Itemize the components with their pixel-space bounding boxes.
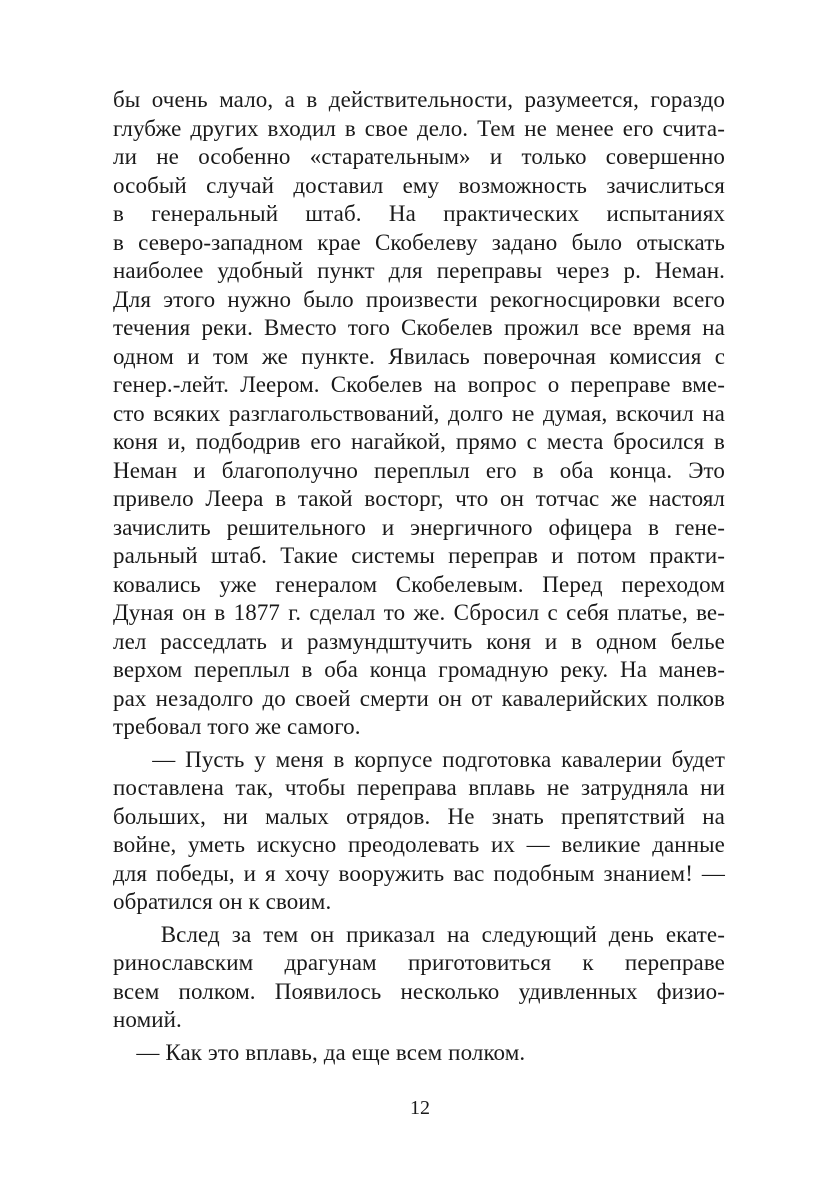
text-line: номий. xyxy=(113,1007,182,1032)
text-line: ринославским драгунам приготовиться к переправе xyxy=(113,950,725,975)
paragraph-2 xyxy=(113,746,725,917)
text-line: войне, уметь искусно преодолевать их — великие данные xyxy=(113,832,725,857)
text-line: наиболее удобный пункт для переправы через р. Неман. xyxy=(113,258,725,283)
text-line: — Как это вплавь, да еще всем полком. xyxy=(113,1039,526,1065)
text-line: — Пусть у меня в корпусе подготовка кавалерии будет xyxy=(113,746,725,772)
text-line: лел расседлать и размундштучить коня и в одном белье xyxy=(113,628,725,654)
text-line: рах незадолго до своей смерти он от кавалерийских полков xyxy=(113,685,725,711)
text-line: ковались уже генералом Скобелевым. Перед переходом xyxy=(113,571,725,597)
text-line: в генеральный штаб. На практических испытаниях xyxy=(113,201,725,226)
text-line: Для этого нужно было произвести рекогносцировки всего xyxy=(113,286,725,312)
text-line: поставлена так, чтобы переправа вплавь не затрудняла ни xyxy=(113,775,725,800)
text-line: ли не особенно «старательным» и только совершенно xyxy=(113,144,725,169)
paragraph-4 xyxy=(113,1039,725,1068)
text-line: требовал того же самого. xyxy=(113,714,361,739)
text-line: Вслед за тем он приказал на следующий день екате- xyxy=(113,921,725,947)
text-line: верхом переплыл в оба конца громадную реку. На манев- xyxy=(113,657,725,682)
text-line: коня и, подбодрив его нагайкой, прямо с места бросился в xyxy=(113,429,725,454)
text-line: бы очень мало, а в действительности, разумеется, гораздо xyxy=(113,87,725,112)
text-line: глубже других входил в свое дело. Тем не менее его счита- xyxy=(113,115,725,141)
text-line: течения реки. Вместо того Скобелев прожил все время на xyxy=(113,315,725,340)
body-text xyxy=(113,86,725,1067)
text-line: больших, ни малых отрядов. Не знать препятствий на xyxy=(113,803,725,829)
text-line: всем полком. Появилось несколько удивленных физио- xyxy=(113,978,725,1004)
text-line: Неман и благополучно переплыл его в оба конца. Это xyxy=(113,457,725,483)
paragraph-1 xyxy=(113,86,725,742)
text-line: ральный штаб. Такие системы переправ и потом практи- xyxy=(113,543,725,568)
text-line: привело Леера в такой восторг, что он тотчас же настоял xyxy=(113,486,725,511)
text-line: обратился он к своим. xyxy=(113,889,332,914)
text-line: Дуная он в 1877 г. сделал то же. Сбросил с себя платье, ве- xyxy=(113,600,725,625)
text-line: зачислить решительного и энергичного офицера в гене- xyxy=(113,514,725,540)
paragraph-3 xyxy=(113,921,725,1035)
text-line: особый случай доставил ему возможность зачислиться xyxy=(113,172,725,198)
page-number: 12 xyxy=(410,1097,430,1119)
text-line: в северо-западном крае Скобелеву задано было отыскать xyxy=(113,229,725,255)
text-line: одном и том же пункте. Явилась поверочная комиссия с xyxy=(113,343,725,369)
text-line: для победы, и я хочу вооружить вас подобным знанием! — xyxy=(113,860,725,886)
text-line: генер.-лейт. Леером. Скобелев на вопрос о переправе вме- xyxy=(113,372,725,397)
text-line: сто всяких разглагольствований, долго не думая, вскочил на xyxy=(113,400,725,426)
